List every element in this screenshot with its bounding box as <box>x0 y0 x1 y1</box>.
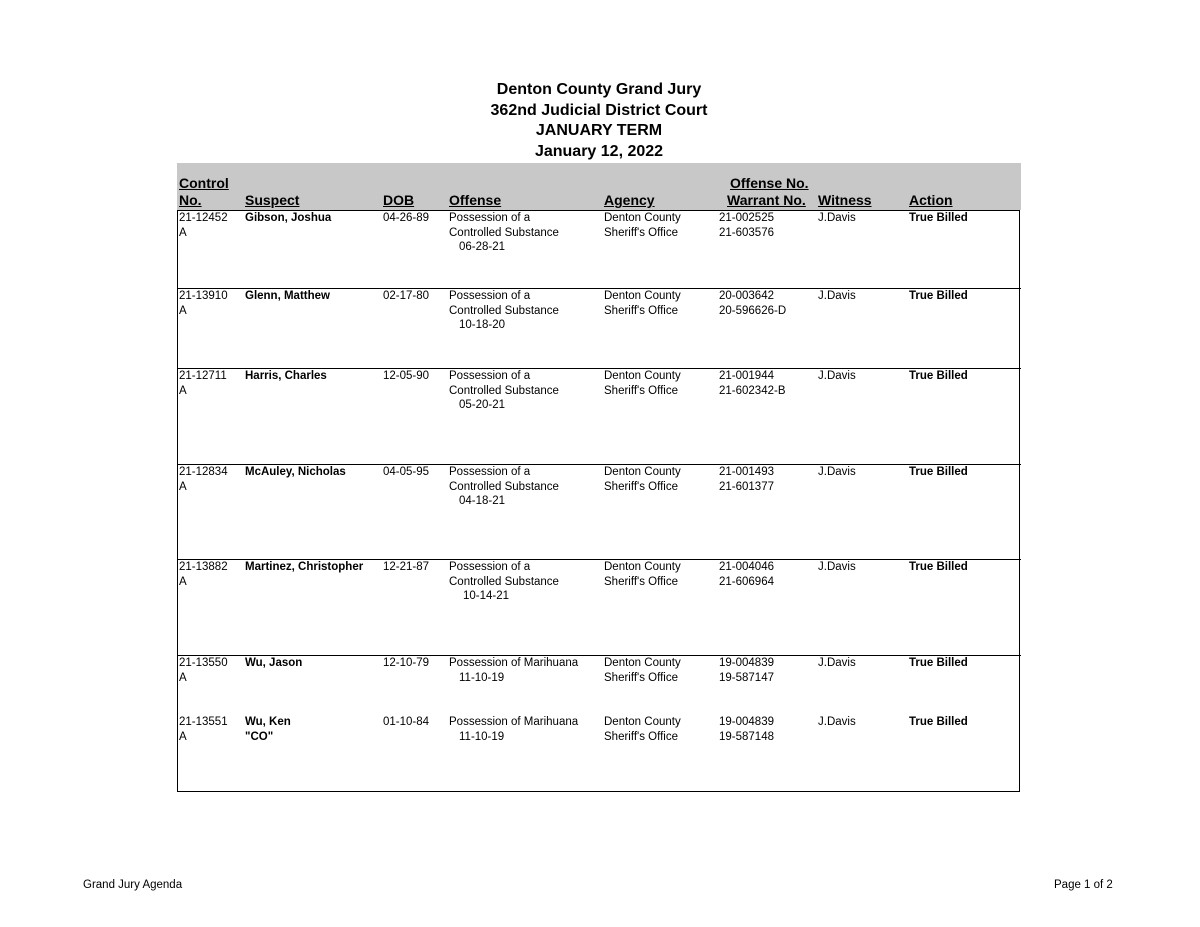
offense: Possession of a Controlled Substance 10-18-20 <box>449 290 559 331</box>
header-dob: DOB <box>383 192 415 208</box>
title-line-date: January 12, 2022 <box>534 142 664 160</box>
suspect-alias: "CO" <box>245 730 274 743</box>
suspect-name: Harris, Charles <box>245 370 327 382</box>
title-line-term: JANUARY TERM <box>535 122 663 139</box>
table-row <box>177 560 1021 656</box>
dob: 12-10-79 <box>383 657 430 669</box>
offense: Possession of a Controlled Substance 06-28-21 <box>449 212 559 253</box>
action: True Billed <box>909 716 968 728</box>
table-row <box>177 211 1021 289</box>
header-agency: Agency <box>604 192 655 208</box>
header-offense: Offense <box>449 192 502 208</box>
offense: Possession of Marihuana 11-10-19 <box>449 657 579 684</box>
control-number: 21-13882 A <box>179 561 228 588</box>
offense-warrant-no: 19-004839 19-587147 <box>719 657 774 684</box>
offense-warrant-no: 20-003642 20-596626-D <box>719 290 787 317</box>
table-row <box>177 369 1021 465</box>
suspect-name: Glenn, Matthew <box>245 290 330 302</box>
offense-warrant-no: 19-004839 19-587148 <box>719 716 774 743</box>
action: True Billed <box>909 561 968 573</box>
suspect-name: Martinez, Christopher <box>245 561 364 573</box>
action: True Billed <box>909 466 968 478</box>
agency: Denton County Sheriff's Office <box>604 370 681 397</box>
offense: Possession of Marihuana 11-10-19 <box>449 716 579 743</box>
dob: 12-21-87 <box>383 561 430 573</box>
offense-warrant-no: 21-001493 21-601377 <box>719 466 774 493</box>
title-line-court: Denton County Grand Jury <box>496 81 702 98</box>
witness: J.Davis <box>818 657 856 669</box>
action: True Billed <box>909 212 968 224</box>
offense: Possession of a Controlled Substance 04-18-21 <box>449 466 559 507</box>
control-number: 21-13910 A <box>179 290 228 317</box>
header-suspect: Suspect <box>245 192 300 208</box>
table-row <box>177 465 1021 560</box>
dob: 02-17-80 <box>383 290 430 302</box>
control-number: 21-12834 A <box>179 466 228 493</box>
agency: Denton County Sheriff's Office <box>604 561 681 588</box>
control-number: 21-12711 A <box>179 370 227 397</box>
document-title <box>0 80 1198 162</box>
header-warrant-no: Warrant No. <box>727 192 806 208</box>
witness: J.Davis <box>818 561 856 573</box>
dob: 12-05-90 <box>383 370 430 382</box>
offense-warrant-no: 21-002525 21-603576 <box>719 212 774 239</box>
title-line-district: 362nd Judicial District Court <box>490 101 708 119</box>
witness: J.Davis <box>818 212 856 224</box>
witness: J.Davis <box>818 290 856 302</box>
agency: Denton County Sheriff's Office <box>604 290 681 317</box>
table-row <box>177 715 1021 791</box>
action: True Billed <box>909 290 968 302</box>
dob: 01-10-84 <box>383 716 430 728</box>
witness: J.Davis <box>818 466 856 478</box>
agency: Denton County Sheriff's Office <box>604 466 681 493</box>
offense-warrant-no: 21-004046 21-606964 <box>719 561 774 588</box>
action: True Billed <box>909 370 968 382</box>
header-control-top: Control <box>179 175 229 191</box>
witness: J.Davis <box>818 716 856 728</box>
offense: Possession of a Controlled Substance 10-14-21 <box>449 561 559 602</box>
witness: J.Davis <box>818 370 856 382</box>
agency: Denton County Sheriff's Office <box>604 716 681 743</box>
table-header <box>177 163 1021 210</box>
header-action: Action <box>909 192 953 208</box>
suspect-name: Wu, Ken "CO" <box>245 716 291 743</box>
offense-warrant-no: 21-001944 21-602342-B <box>719 370 786 397</box>
table-row <box>177 289 1021 369</box>
agency: Denton County Sheriff's Office <box>604 212 681 239</box>
header-control-bottom: No. <box>179 192 202 208</box>
control-number: 21-12452 A <box>179 212 228 239</box>
agency: Denton County Sheriff's Office <box>604 657 681 684</box>
control-number: 21-13550 A <box>179 657 228 684</box>
action: True Billed <box>909 657 968 669</box>
suspect-name: Wu, Jason <box>245 657 303 669</box>
suspect-name: McAuley, Nicholas <box>245 466 346 478</box>
footer-page-number: Page 1 of 2 <box>1054 879 1113 891</box>
dob: 04-26-89 <box>383 212 430 224</box>
header-offense-no: Offense No. <box>730 175 809 191</box>
suspect-name: Gibson, Joshua <box>245 212 332 224</box>
offense: Possession of a Controlled Substance 05-20-21 <box>449 370 559 411</box>
header-witness: Witness <box>818 192 872 208</box>
dob: 04-05-95 <box>383 466 430 478</box>
table-row <box>177 656 1021 714</box>
footer-document-name: Grand Jury Agenda <box>83 879 183 891</box>
control-number: 21-13551 A <box>179 716 228 743</box>
